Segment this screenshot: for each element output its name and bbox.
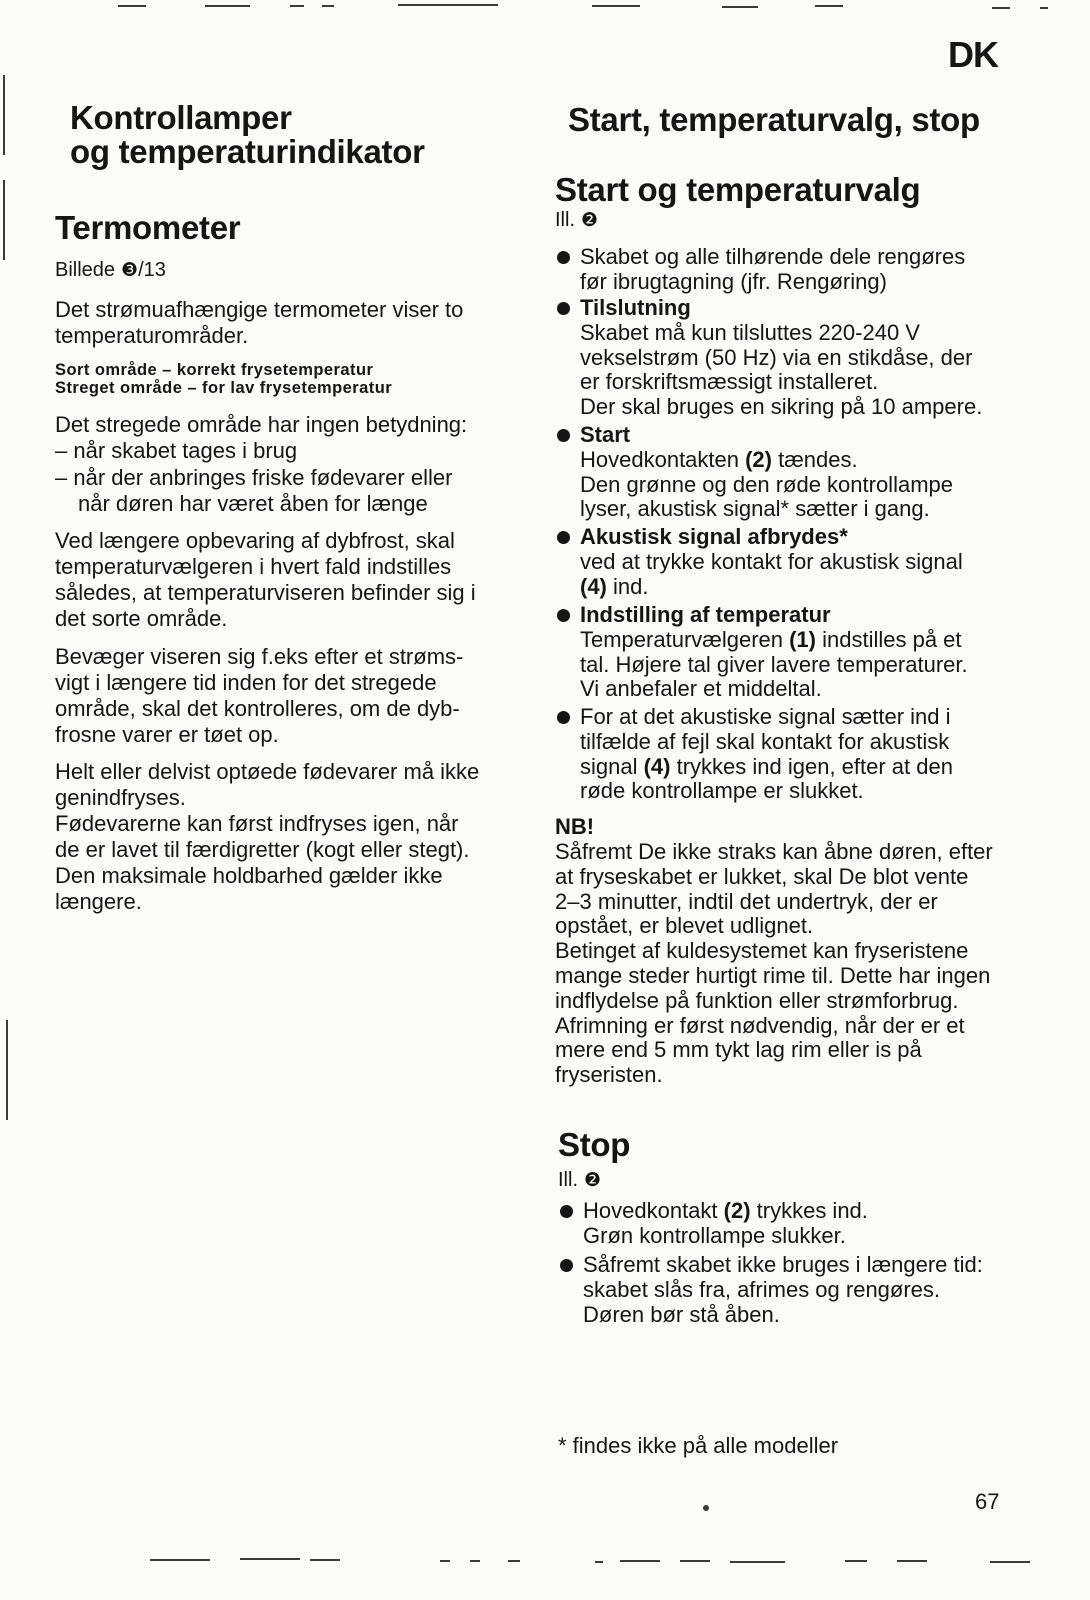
- bullet-icon: [557, 302, 570, 315]
- text-line: [580, 755, 953, 780]
- text-line: mere end 5 mm tykt lag rim eller is på: [555, 1037, 922, 1063]
- illustration-label: Ill.: [555, 209, 575, 231]
- text-line: [580, 575, 963, 600]
- bullet-item-temperature-setting: [555, 603, 968, 702]
- scan-artifact: [150, 1559, 210, 1561]
- text-line: det sorte område.: [55, 606, 228, 631]
- text-line: Skabet må kun tilsluttes 220-240 V: [580, 319, 920, 345]
- text-line: område, skal det kontrolleres, om de dyb-: [55, 696, 460, 721]
- scan-artifact: [815, 5, 843, 7]
- text-line: før ibrugtagning (jfr. Rengøring): [580, 268, 887, 294]
- bullet-heading: Akustisk signal afbrydes*: [580, 524, 848, 549]
- bullet-item: [555, 245, 965, 295]
- scan-artifact: [6, 1020, 8, 1120]
- text-segment: trykkes ind igen, efter at den: [670, 753, 953, 779]
- reference-number: (4): [643, 753, 671, 779]
- illustration-number-icon: ❷: [581, 209, 599, 231]
- scan-artifact: [845, 1560, 867, 1562]
- bullet-icon: [557, 429, 570, 442]
- thermometer-legend: [55, 361, 392, 397]
- text-line: Skabet og alle tilhørende dele rengøres: [580, 244, 966, 269]
- text-line: Der skal bruges en sikring på 10 ampere.: [580, 394, 983, 420]
- text-line: mange steder hurtigt rime til. Dette har ingen: [555, 962, 991, 988]
- scan-artifact: [398, 4, 498, 6]
- text-line: således, at temperaturviseren befinder sig i: [55, 580, 476, 605]
- illustration-label: Ill.: [558, 1169, 578, 1191]
- scan-artifact: [595, 1561, 603, 1563]
- bullet-heading: Start: [580, 422, 631, 447]
- note-label: NB!: [555, 814, 595, 839]
- bullet-icon: [557, 609, 570, 622]
- scan-artifact: [240, 1558, 300, 1560]
- bullet-item: [558, 1199, 868, 1249]
- text-segment: Temperaturvælgeren: [580, 626, 790, 652]
- scan-artifact: [592, 5, 640, 7]
- text-line: Ved længere opbevaring af dybfrost, skal: [55, 528, 455, 553]
- text-segment: ind.: [606, 573, 649, 599]
- text-line: genindfryses.: [55, 785, 186, 810]
- text-line: Helt eller delvist optøede fødevarer må ikke: [55, 759, 480, 784]
- bullet-heading: Indstilling af temperatur: [580, 602, 831, 627]
- striped-area-note: [55, 412, 467, 517]
- paragraph: [55, 644, 463, 748]
- text-line: vekselstrøm (50 Hz) via en stikdåse, der: [580, 344, 973, 370]
- text-segment: Hovedkontakten: [580, 446, 746, 472]
- scan-artifact: [440, 1560, 450, 1562]
- text-line: Betinget af kuldesystemet kan fryseristene: [555, 938, 969, 964]
- text-line: Grøn kontrollampe slukker.: [583, 1222, 846, 1248]
- bullet-item-acoustic-signal: [555, 525, 963, 599]
- text-line: vigt i længere tid inden for det stregede: [55, 670, 437, 695]
- text-line: tal. Højere tal giver lavere temperaturer.: [580, 651, 968, 677]
- bullet-icon: [560, 1205, 573, 1218]
- text-line: Såfremt De ikke straks kan åbne døren, efter: [555, 839, 993, 864]
- scan-artifact: [620, 1560, 660, 1562]
- text-line: røde kontrollampe er slukket.: [580, 778, 864, 804]
- text-line: at fryseskabet er lukket, skal De blot vente: [555, 863, 969, 889]
- bullet-icon: [557, 251, 570, 264]
- scan-artifact: [310, 1559, 340, 1561]
- scan-artifact: [3, 75, 5, 155]
- text-line: de er lavet til færdigretter (kogt eller stegt).: [55, 837, 470, 862]
- stop-subheading: Stop: [558, 1126, 631, 1163]
- text-line: tilfælde af fejl skal kontakt for akustisk: [580, 728, 950, 754]
- legend-striped-area: Streget område – for lav frysetemperatur: [55, 379, 393, 397]
- illustration-reference: [558, 1167, 601, 1193]
- bullet-item-start: [555, 423, 953, 522]
- paragraph: [55, 528, 476, 632]
- intro-paragraph: [55, 297, 463, 349]
- reference-number: (2): [745, 446, 772, 472]
- text-line: opstået, er blevet udlignet.: [555, 913, 814, 939]
- bullet-icon: [557, 711, 570, 724]
- scan-artifact: [990, 1561, 1030, 1563]
- scan-artifact: [992, 7, 1010, 9]
- start-subheading: Start og temperaturvalg: [555, 171, 921, 208]
- text-line: temperaturområder.: [55, 323, 249, 348]
- legend-black-area: Sort område – korrekt frysetemperatur: [55, 361, 374, 379]
- text-line: Det strømuafhængige termometer viser to: [55, 297, 464, 322]
- text-line: skabet slås fra, afrimes og rengøres.: [583, 1276, 941, 1302]
- scan-artifact: [1040, 7, 1048, 9]
- text-line: 2–3 minutter, indtil det undertryk, der er: [555, 888, 938, 914]
- text-line: temperaturvælgeren i hvert fald indstilles: [55, 554, 452, 579]
- reference-number: (2): [723, 1198, 751, 1223]
- text-line: indflydelse på funktion eller strømforbrug.: [555, 987, 959, 1013]
- scan-artifact: [470, 1560, 480, 1562]
- reference-number: (1): [789, 626, 816, 652]
- text-line: Vi anbefaler et middeltal.: [580, 676, 822, 702]
- scan-artifact: [118, 5, 146, 7]
- text-line: For at det akustiske signal sætter ind i: [580, 704, 951, 729]
- illustration-number-icon: ❷: [584, 1169, 602, 1191]
- text-line: [583, 1199, 868, 1224]
- bullet-icon: [557, 531, 570, 544]
- footnote: * findes ikke på alle modeller: [558, 1433, 839, 1458]
- text-line: Den maksimale holdbarhed gælder ikke: [55, 863, 443, 888]
- text-line: frosne varer er tøet op.: [55, 722, 279, 747]
- dash-item: – når der anbringes friske fødevarer eller: [55, 464, 453, 490]
- bullet-icon: [560, 1259, 573, 1272]
- bullet-heading: Tilslutning: [580, 295, 691, 320]
- figure-label: Billede: [55, 259, 116, 281]
- text-line: lyser, akustisk signal* sætter i gang.: [580, 496, 930, 522]
- text-line: Døren bør stå åben.: [583, 1301, 780, 1327]
- text-line: fryseristen.: [555, 1062, 663, 1088]
- scan-artifact: [508, 1560, 520, 1562]
- page-number: 67: [975, 1489, 1000, 1514]
- dash-item-continuation: når døren har været åben for længe: [78, 490, 428, 516]
- illustration-reference: [555, 207, 598, 233]
- language-tag: DK: [948, 34, 998, 75]
- dash-item: – når skabet tages i brug: [55, 438, 298, 464]
- section-heading: [70, 101, 425, 169]
- heading-line: og temperaturindikator: [70, 133, 425, 170]
- scan-artifact: [897, 1560, 927, 1562]
- bullet-item: [558, 1253, 983, 1327]
- scan-artifact: [680, 1560, 710, 1562]
- scan-artifact: [3, 180, 5, 260]
- scan-artifact: [730, 1561, 785, 1563]
- section-heading: Start, temperaturvalg, stop: [568, 101, 980, 138]
- text-segment: trykkes ind.: [750, 1198, 868, 1223]
- text-line: [580, 448, 953, 473]
- figure-number-icon: ❸: [121, 259, 139, 281]
- paragraph: [55, 759, 479, 915]
- reference-number: (4): [580, 573, 607, 599]
- note-lead: Det stregede område har ingen betydning:: [55, 412, 468, 437]
- text-line: Bevæger viseren sig f.eks efter et strøms-: [55, 644, 464, 669]
- text-line: længere.: [55, 889, 142, 914]
- scan-artifact: [205, 5, 250, 7]
- text-segment: indstilles på et: [816, 626, 962, 652]
- text-line: Den grønne og den røde kontrollampe: [580, 471, 953, 497]
- text-line: er forskriftsmæssigt installeret.: [580, 369, 879, 395]
- figure-suffix: /13: [138, 259, 166, 281]
- bullet-item: [555, 705, 953, 804]
- note-paragraph: [555, 840, 993, 1088]
- heading-line: Kontrollamper: [70, 99, 292, 136]
- text-segment: tændes.: [772, 446, 858, 472]
- text-segment: Hovedkontakt: [583, 1198, 724, 1223]
- bullet-item-connection: [555, 296, 982, 420]
- text-line: ved at trykke kontakt for akustisk signal: [580, 548, 963, 574]
- scan-artifact: [722, 6, 758, 8]
- text-segment: signal: [580, 753, 644, 779]
- scan-artifact: [290, 5, 304, 7]
- text-line: [580, 628, 968, 653]
- text-line: Afrimning er først nødvendig, når der er et: [555, 1012, 965, 1038]
- scan-artifact: [703, 1505, 709, 1511]
- scan-artifact: [322, 5, 334, 7]
- text-line: Fødevarerne kan først indfryses igen, når: [55, 811, 459, 836]
- figure-reference: [55, 257, 166, 283]
- thermometer-title: Termometer: [55, 209, 241, 246]
- text-line: Såfremt skabet ikke bruges i længere tid:: [583, 1252, 983, 1277]
